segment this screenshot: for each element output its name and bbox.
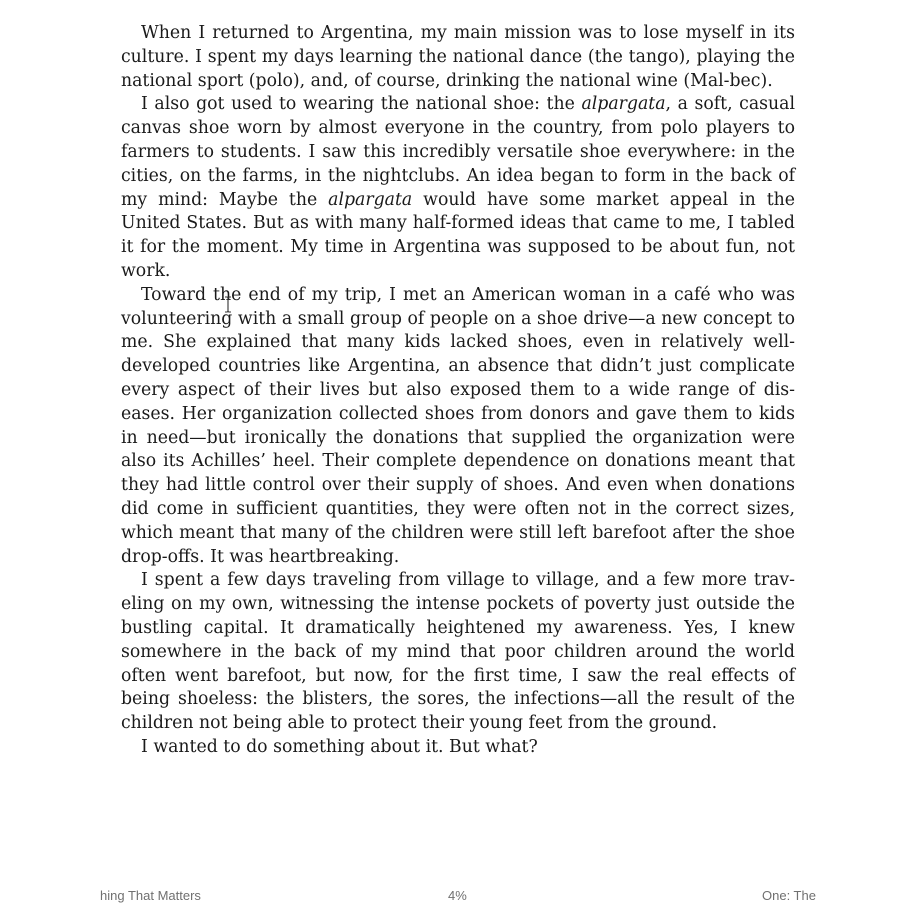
footer-section-title: One: The: [762, 888, 816, 903]
text-segment: I spent a few days traveling from village to village, and a few more trav-eling on my own, witnessing the intense pockets of poverty just outside the bustling capital. It dramatically heightened my awareness. Yes, I knew somewhere in the back of my mind that poor children around the world often went barefoot, but now, for the first time, I saw the real effects of being shoeless: the blisters, the sores, the infections—all the result of the children not being able to protect their young feet from the ground.: [121, 570, 795, 734]
text-segment: , a soft, casual canvas shoe worn by almost everyone in the country, from polo players to farmers to students. I saw this incredibly versatile shoe everywhere: in the cities, on the farms, in the nightclubs. An idea began to form in the back of my mind: Maybe the: [121, 94, 795, 210]
paragraph: [121, 569, 795, 736]
book-page-text: [121, 22, 795, 760]
text-segment: would have some market appeal in the United States. But as with many half-formed ideas that came to me, I tabled it for the moment. My time in Argentina was supposed to be about fun, not work.: [121, 189, 796, 281]
text-segment: Toward the end of my trip, I met an American woman in a café who was volunteering with a small group of people on a shoe drive—a new concept to me. She explained that many kids lacked shoes, even in relatively well-developed countries like Argentina, an absence that didn’t just complicate every aspect of their lives but also exposed them to a wide range of dis-eases. Her organization collected shoes from donors and gave them to kids in need—but ironically the donations that supplied the organization were also its Achilles’ heel. Their complete dependence on donations meant that they had little control over their supply of shoes. And even when donations did come in sufficient quantities, they were often not in the correct sizes, which meant that many of the children were still left barefoot after the shoe drop-offs. It was heartbreaking.: [121, 284, 795, 567]
reading-progress: 4%: [448, 888, 467, 903]
text-segment: I wanted to do something about it. But what?: [141, 736, 538, 757]
text-segment: When I returned to Argentina, my main mission was to lose myself in its culture. I spent my days learning the national dance (the tango), playing the national sport (polo), and, of course, drinking the national wine (Mal-bec).: [121, 23, 795, 91]
italic-text: alpargata: [328, 189, 413, 210]
paragraph: [121, 284, 795, 570]
paragraph: [121, 22, 795, 93]
text-segment: I also got used to wearing the national shoe: the: [141, 94, 582, 115]
paragraph: [121, 736, 795, 760]
italic-text: alpargata: [581, 94, 666, 115]
footer-chapter-title: hing That Matters: [100, 888, 201, 903]
text-cursor-icon: [224, 296, 232, 313]
paragraph: [121, 93, 795, 283]
